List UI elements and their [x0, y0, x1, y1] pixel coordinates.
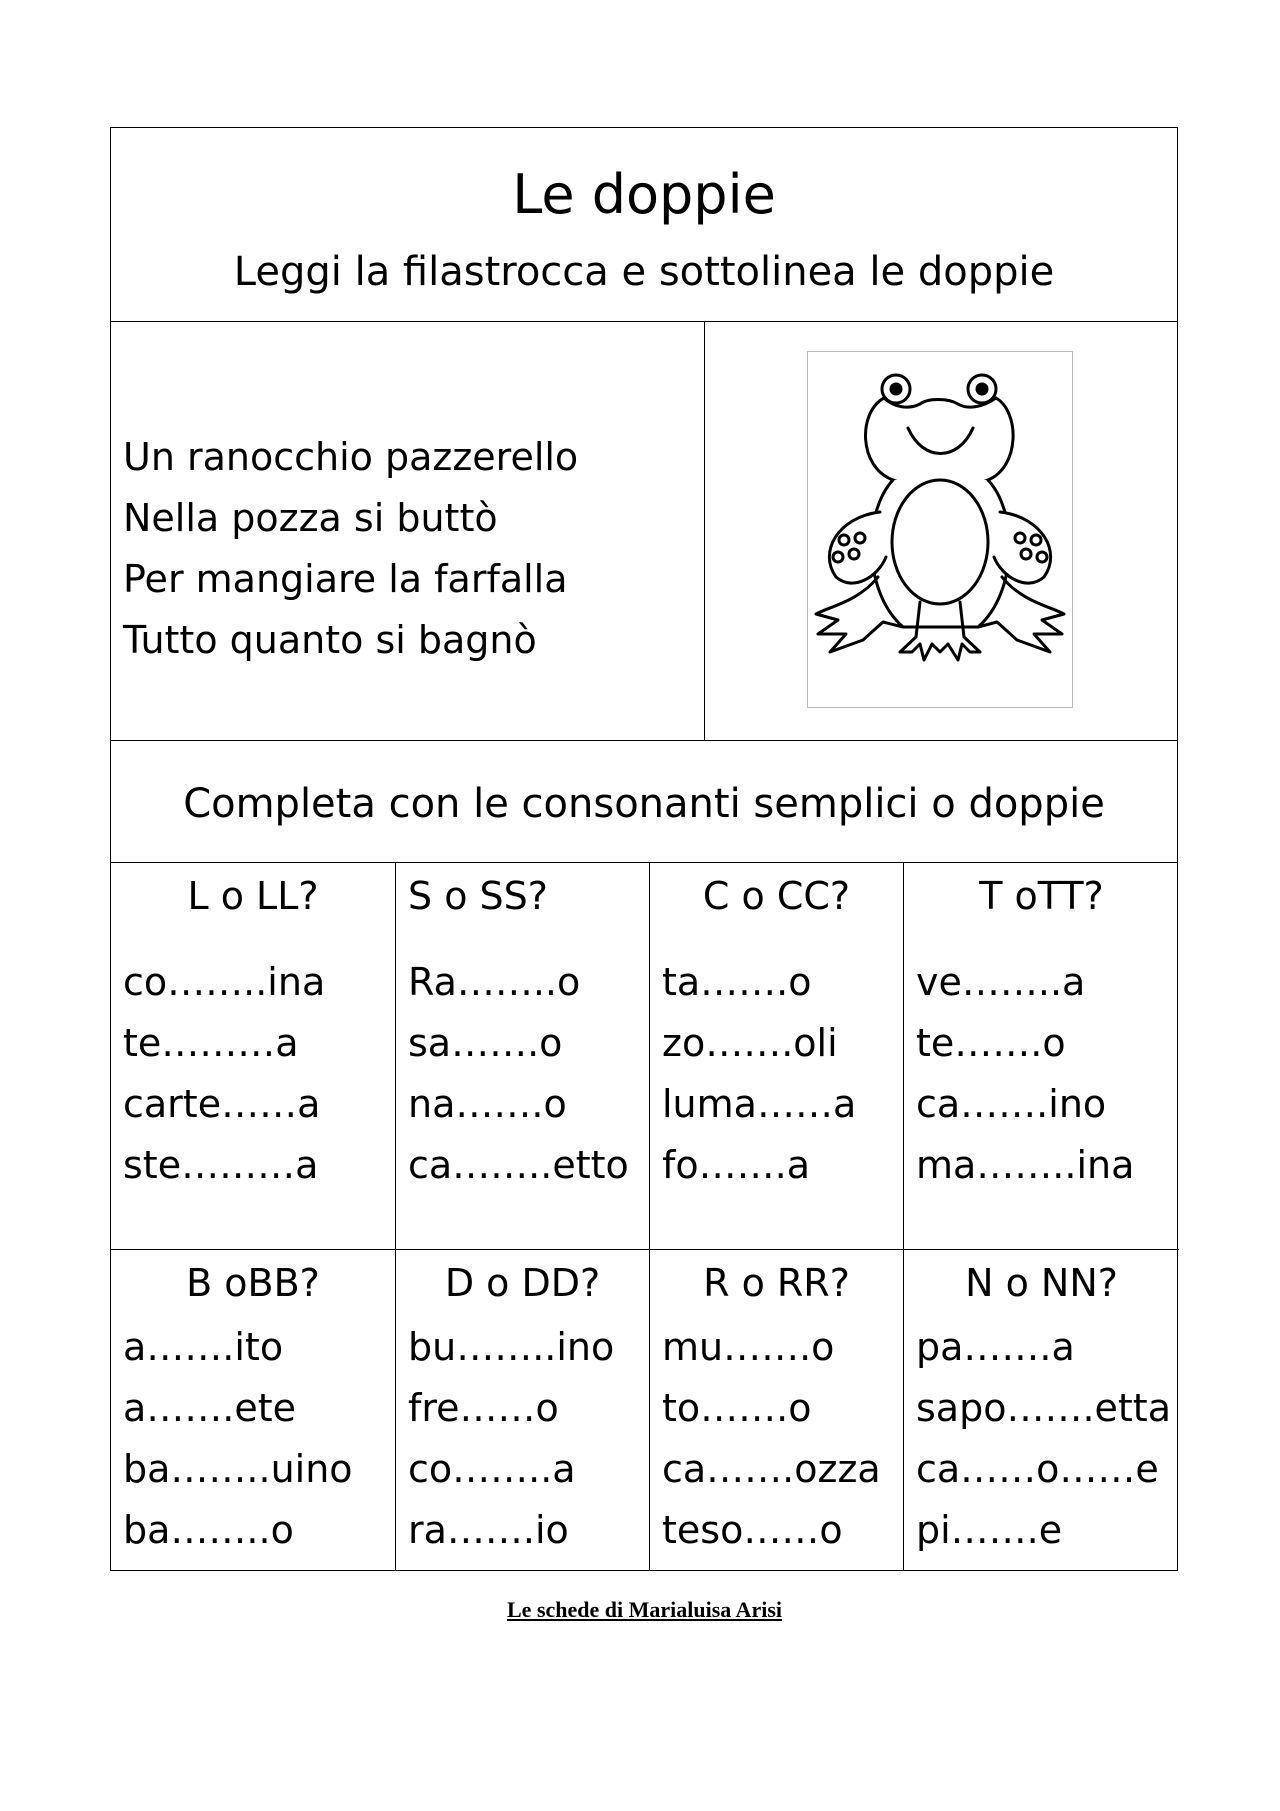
word-blank: ve……..a: [916, 960, 1086, 1004]
exercise-instruction: Completa con le consonanti semplici o doppie: [110, 741, 1178, 863]
word-blank: ba……..o: [123, 1508, 294, 1552]
word-blank: mu…….o: [662, 1325, 835, 1369]
word-blank: Ra……..o: [408, 960, 581, 1004]
word-blank: teso……o: [662, 1508, 843, 1552]
word-blank: na…….o: [408, 1082, 567, 1126]
frog-icon: [807, 351, 1073, 708]
word-blank: a…….ito: [123, 1325, 284, 1369]
word-blank: te………a: [123, 1021, 299, 1065]
word-blank: pa…….a: [916, 1325, 1075, 1369]
word-blank: ta…….o: [662, 960, 812, 1004]
exercise-cell: [650, 863, 904, 1250]
footer-credit: Le schede di Marialuisa Arisi: [507, 1597, 782, 1622]
cell-heading: S o SS?: [408, 874, 548, 918]
word-blank: zo…….oli: [662, 1021, 838, 1065]
word-blank: ste………a: [123, 1143, 319, 1187]
word-blank: pi…….e: [916, 1508, 1063, 1552]
cell-heading: R o RR?: [703, 1261, 850, 1305]
cell-heading: T oTT?: [979, 874, 1104, 918]
poem-line: Per mangiare la farfalla: [123, 557, 568, 601]
exercise-grid: [110, 863, 1178, 1571]
word-blank: bu……..ino: [408, 1325, 615, 1369]
exercise-cell: [904, 863, 1179, 1250]
exercise-cell: [904, 1250, 1179, 1570]
subtitle: Leggi la filastrocca e sottolinea le doppie: [233, 249, 1055, 295]
exercise-cell: [111, 863, 396, 1250]
word-blank: sa…….o: [408, 1021, 563, 1065]
word-blank: sapo…….etta: [916, 1386, 1171, 1430]
exercise-cell: [396, 1250, 650, 1570]
cell-heading: L o LL?: [187, 874, 319, 918]
exercise-cell: [650, 1250, 904, 1570]
word-blank: carte……a: [123, 1082, 321, 1126]
word-blank: luma……a: [662, 1082, 857, 1126]
cell-heading: D o DD?: [444, 1261, 601, 1305]
word-blank: ba……..uino: [123, 1447, 353, 1491]
page-title: Le doppie: [512, 163, 776, 226]
word-blank: to…….o: [662, 1386, 812, 1430]
cell-heading: B oBB?: [186, 1261, 320, 1305]
illustration-cell: [705, 322, 1177, 740]
word-blank: co……..a: [408, 1447, 576, 1491]
word-blank: ca……..etto: [408, 1143, 629, 1187]
poem-line: Nella pozza si buttò: [123, 496, 498, 540]
exercise-cell: [111, 1250, 396, 1570]
word-blank: fo…….a: [662, 1143, 810, 1187]
exercise-cell: [396, 863, 650, 1250]
word-blank: ma……..ina: [916, 1143, 1135, 1187]
word-blank: ra…….io: [408, 1508, 569, 1552]
poem-line: Tutto quanto si bagnò: [123, 618, 537, 662]
word-blank: ca…….ozza: [662, 1447, 881, 1491]
word-blank: ca……o……e: [916, 1447, 1159, 1491]
word-blank: te…….o: [916, 1021, 1066, 1065]
poem: [111, 322, 705, 740]
title-section: [110, 127, 1178, 322]
poem-section: [110, 322, 1178, 741]
word-blank: fre……o: [408, 1386, 559, 1430]
cell-heading: C o CC?: [702, 874, 851, 918]
cell-heading: N o NN?: [965, 1261, 1118, 1305]
worksheet: [110, 127, 1178, 1571]
word-blank: ca…….ino: [916, 1082, 1107, 1126]
poem-line: Un ranocchio pazzerello: [123, 435, 579, 479]
word-blank: co……..ina: [123, 960, 326, 1004]
word-blank: a…….ete: [123, 1386, 297, 1430]
